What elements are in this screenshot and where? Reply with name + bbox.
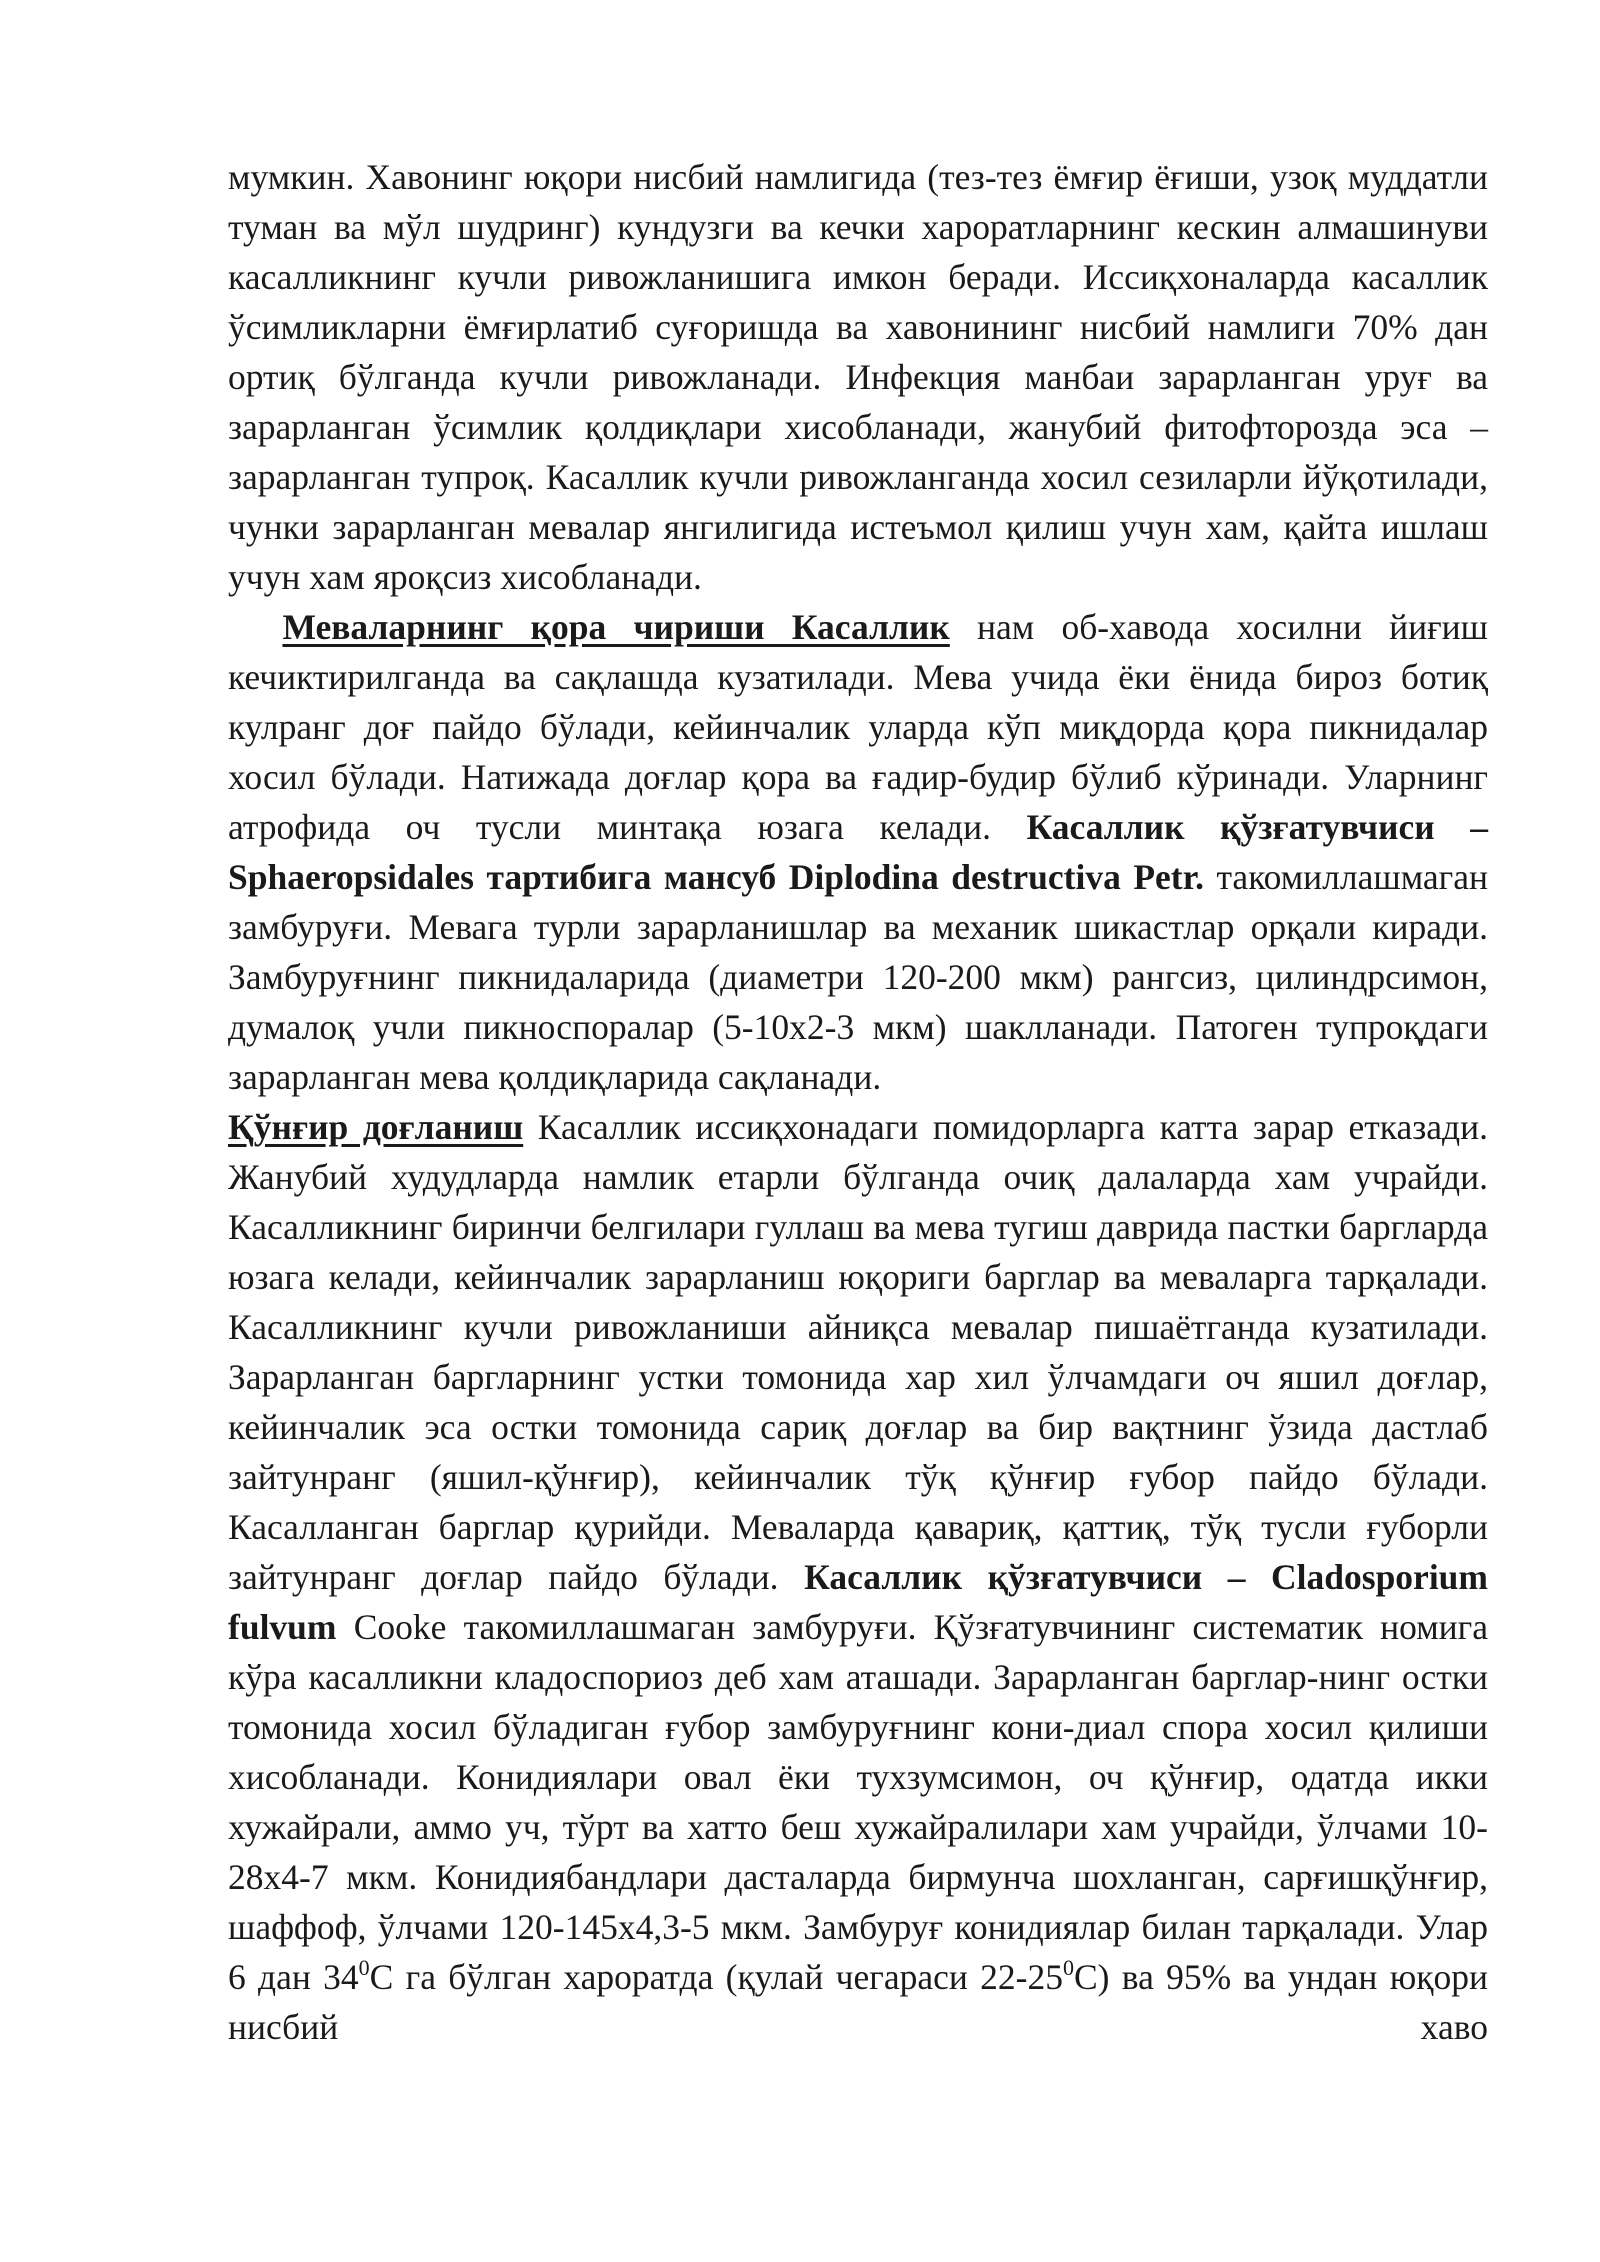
paragraph-late-blight-conditions [228,152,1488,602]
paragraph-text: мумкин. Хавонинг юқори нисбий намлигида (тез-тез ёмғир ёғиши, узоқ муддатли туман ва мўл шудринг) кундузги ва кечки хароратларнинг кескин алмашинуви касалликнинг кучли ривожланишига имкон беради. Иссиқхоналарда касаллик ўсимликларни ёмғирлатиб суғоришда ва хавонининг нисбий намлиги 70% дан ортиқ бўлганда кучли ривожланади. Инфекция манбаи зарарланган уруғ ва зарарланган ўсимлик қолдиқлари хисобланади, жанубий фитофторозда эса – зарарланган тупроқ. Касаллик кучли ривожланганда хосил сезиларли йўқотилади, чунки зарарланган мевалар янгилигида истеъмол қилиш учун хам, қайта ишлаш учун хам яроқсиз хисобланади. [228,157,1488,597]
paragraph-text: Касаллик иссиқхонадаги помидорларга катта зарар етказади. Жанубий худудларда намлик етарли бўлганда очиқ далаларда хам учрайди. Касалликнинг биринчи белгилари гуллаш ва мева тугиш даврида пастки баргларда юзага келади, кейинчалик зарарланиш юқориги барглар ва меваларга тарқалади. Касалликнинг кучли ривожланиши айниқса мевалар пишаётганда кузатилади. Зарарланган баргларнинг устки томонида хар хил ўлчамдаги оч яшил доғлар, кейинчалик эса остки томонида сариқ доғлар ва бир вақтнинг ўзида дастлаб зайтунранг (яшил-қўнғир), кейинчалик тўқ қўнғир ғубор пайдо бўлади. Касалланган барглар қурийди. Меваларда қавариқ, қаттиқ, тўқ тусли ғуборли зайтунранг доғлар пайдо бўлади. [228,1107,1488,1597]
paragraph-text: С) ва 95% ва ундан юқори нисбий хаво [228,1957,1488,2047]
pathogen-name-diplodina: Касаллик қўзғатувчиси – Sphaeropsidales тартибига мансуб Diplodina destructiva Petr. [228,807,1488,897]
paragraph-brown-spot [228,1102,1488,2052]
paragraph-text: нам об-хавода хосилни йиғиш кечиктирилганда ва сақлашда кузатилади. Мева учида ёки ёнида бироз ботиқ кулранг доғ пайдо бўлади, кейинчалик уларда кўп миқдорда қора пикнидалар хосил бўлади. Натижада доғлар қора ва ғадир-будир бўлиб кўринади. Уларнинг атрофида оч тусли минтақа юзага келади. [228,607,1489,847]
section-heading-brown-spot: Қўнғир доғланиш [228,1107,524,1147]
paragraph-text: такомиллашмаган замбуруғи. Мевага турли зарарланишлар ва механик шикастлар орқали киради. Замбуруғнинг пикнидаларида (диаметри 120-200 мкм) рангсиз, цилиндрсимон, думалоқ учли пикноспоралар (5-10х2-3 мкм) шаклланади. Патоген тупроқдаги зарарланган мева қолдиқларида сақланади. [228,857,1488,1097]
degree-superscript: 0 [1063,1955,1074,1980]
paragraph-text: С га бўлган хароратда (қулай чегараси 22-25 [369,1957,1063,1997]
section-heading-black-rot: Меваларнинг қора чириши Касаллик [282,607,950,647]
paragraph-text: Cooke такомиллашмаган замбуруғи. Қўзғатувчининг систематик номига кўра касалликни кладоспориоз деб хам аташади. Зарарланган барглар-нинг остки томонида хосил бўладиган ғубор замбуруғнинг кони-диал спора хосил қилиши хисобланади. Конидиялари овал ёки тухзумсимон, оч қўнғир, одатда икки хужайрали, аммо уч, тўрт ва хатто беш хужайралилари хам учрайди, ўлчами 10-28х4-7 мкм. Конидиябандлари дасталарда бирмунча шохланган, сарғишқўнғир, шаффоф, ўлчами 120-145х4,3-5 мкм. Замбуруғ конидиялар билан тарқалади. Улар 6 дан 34 [228,1607,1488,1997]
pathogen-name-cladosporium: Касаллик қўзғатувчиси – Cladosporium fulvum [228,1557,1488,1647]
document-page [228,152,1488,2052]
paragraph-fruit-black-rot [228,602,1488,1102]
degree-superscript: 0 [358,1955,370,1980]
